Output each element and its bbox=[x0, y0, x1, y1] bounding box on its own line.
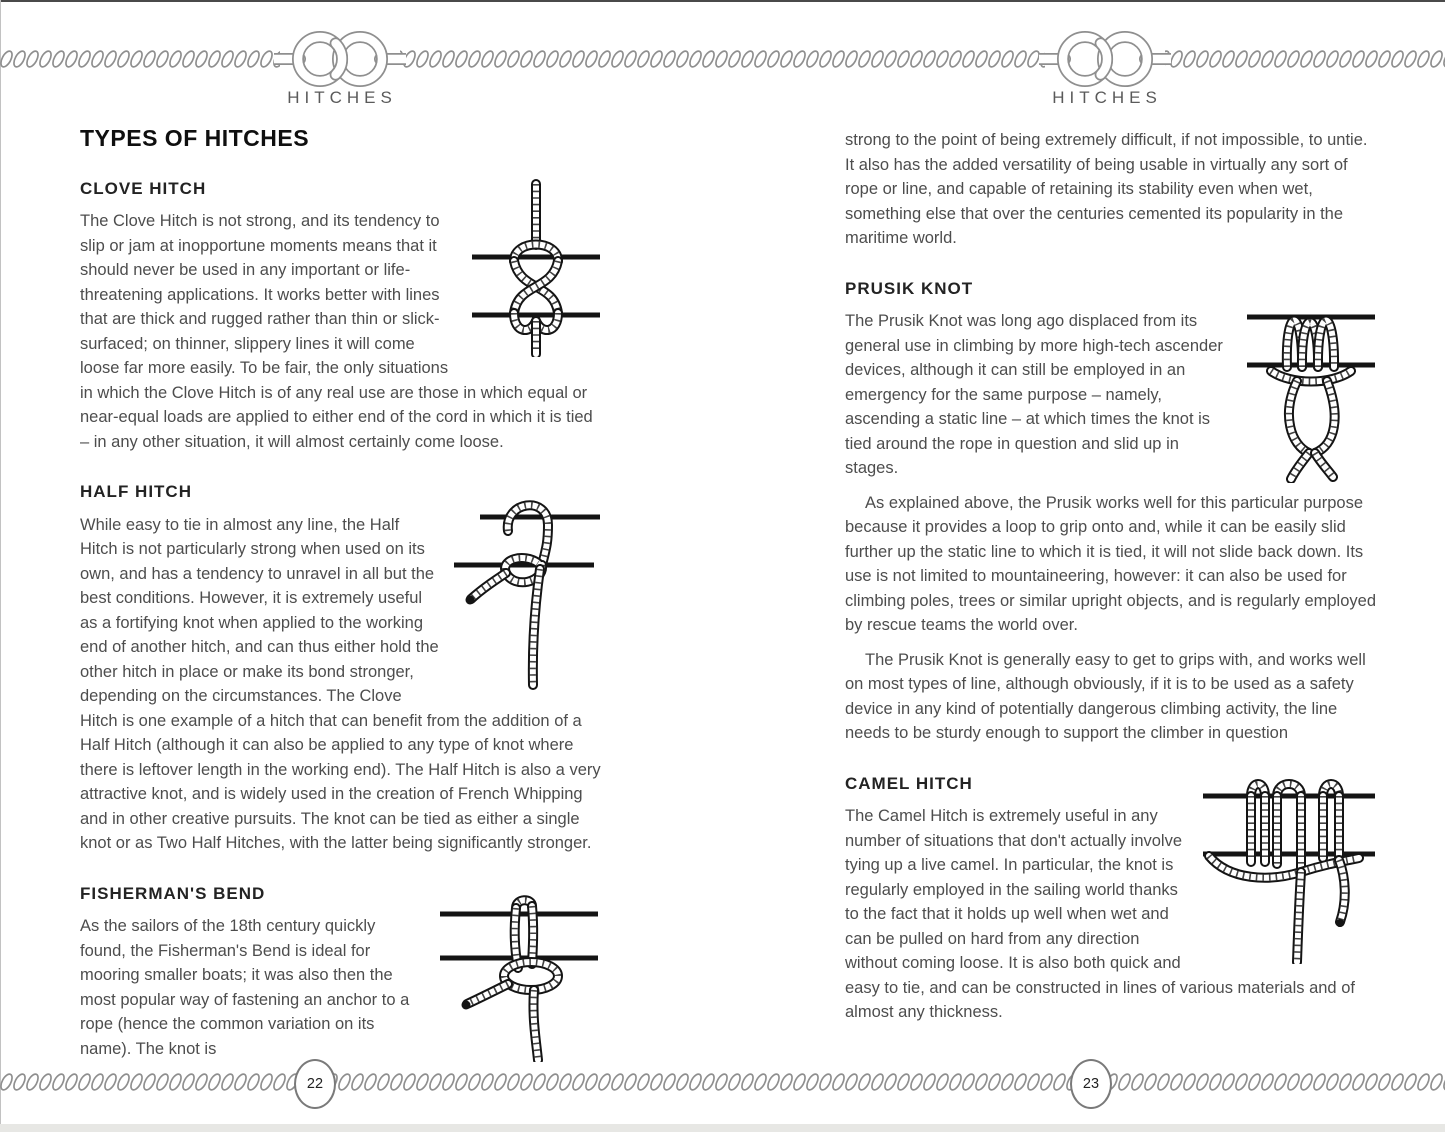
section-fishermans-bend bbox=[80, 882, 602, 1062]
figure-eight-knot-icon bbox=[1039, 19, 1171, 99]
left-page-column bbox=[80, 126, 602, 1087]
scan-bottom-strip bbox=[0, 1124, 1445, 1132]
continuation-paragraph: strong to the point of being extremely difficult, if not impossible, to untie. It also has the added versatility of being usable in virtually any sort of rope or line, and capable of retaining its stability even when wet, something else that over the centuries cemented its popularity in the maritime world. bbox=[845, 131, 1368, 247]
scan-left-edge bbox=[0, 0, 1, 1132]
prusik-paragraph-3: The Prusik Knot is generally easy to get to grips with, and works well on most types of line, although obviously, if it is to be used as a safety device in any kind of potentially dangerous climbing activity, the line needs to be sturdy enough to support the climber in question bbox=[845, 650, 1366, 742]
prusik-knot-illustration bbox=[1245, 293, 1377, 483]
running-head-left: HITCHES bbox=[287, 88, 397, 107]
section-camel-hitch bbox=[845, 772, 1377, 1025]
bottom-rope-border bbox=[0, 1072, 1445, 1092]
scan-top-edge bbox=[0, 0, 1445, 2]
section-heading-half-hitch: HALF HITCH bbox=[80, 482, 192, 501]
half-hitch-illustration bbox=[452, 487, 602, 692]
camel-hitch-illustration bbox=[1201, 774, 1377, 964]
rope-line-icon bbox=[0, 1072, 1445, 1092]
rope-line-icon bbox=[0, 49, 1445, 69]
section-clove-hitch bbox=[80, 177, 602, 455]
section-half-hitch bbox=[80, 480, 602, 856]
continuation-paragraph-wrap bbox=[845, 128, 1377, 251]
section-heading-fishermans-bend: FISHERMAN'S BEND bbox=[80, 883, 266, 903]
clove-hitch-illustration bbox=[470, 179, 602, 357]
running-head-right: HITCHES bbox=[1052, 88, 1162, 107]
page-title: TYPES OF HITCHES bbox=[80, 125, 310, 151]
section-body-camel-hitch: The Camel Hitch is extremely useful in any number of situations that don't actually involve tying up a live camel. In particular, the knot is regularly employed in the sailing world thanks to the fact that it holds up well when wet and can be pulled on hard from any direction without coming loose. It is also both quick and easy to tie, and can be constructed in lines of various materials and of almost any thickness. bbox=[845, 807, 1355, 1021]
page-number-badge-right: 23 bbox=[1070, 1059, 1112, 1109]
top-rope-border bbox=[0, 49, 1445, 69]
prusik-paragraph-1: The Prusik Knot was long ago displaced from its general use in climbing by more high-tech ascender devices, although it can still be employed in an emergency for the same purpose – namely, ascending a static line – at which times the knot is tied around the rope in question and slid up in stages. bbox=[845, 312, 1223, 477]
section-heading-prusik-knot: PRUSIK KNOT bbox=[845, 278, 974, 298]
fishermans-bend-illustration bbox=[434, 890, 602, 1062]
right-page-column bbox=[845, 128, 1377, 1051]
section-body-clove-hitch: The Clove Hitch is not strong, and its tendency to slip or jam at inopportune moments means that it should never be used in any important or life-threatening applications. It works better with lines that are thick and rugged rather than thin or slick-surfaced; on thinner, slippery lines it will come loose far more easily. To be fair, the only situations in which the Clove Hitch is of any real use are those in which equal or near-equal loads are applied to either end of the cord in which it is tied – in any other situation, it will almost certainly come loose. bbox=[80, 212, 593, 451]
section-prusik-knot bbox=[845, 277, 1377, 746]
prusik-paragraph-2: As explained above, the Prusik works well for this particular purpose because it provides a loop to grip onto and, while it can be easily slid further up the static line to which it is tied, it will not slide back down. Its use is not limited to mountaineering, however: it can also be used for climbing poles, trees or similar upright objects, and is regularly employed by rescue teams the world over. bbox=[845, 493, 1376, 634]
section-heading-clove-hitch: CLOVE HITCH bbox=[80, 178, 207, 198]
section-body-fishermans-bend: As the sailors of the 18th century quickly found, the Fisherman's Bend is ideal for mooring smaller boats; it was also then the most popular way of fastening an anchor to a rope (hence the common variation on its name). The knot is bbox=[80, 917, 410, 1058]
section-body-half-hitch: While easy to tie in almost any line, the Half Hitch is not particularly strong when used on its own, and has a tendency to unravel in all but the best conditions. However, it is extremely useful as a fortifying knot when applied to the working end of another hitch, and can thus either hold the other hitch in place or make its bond stronger, depending on the circumstances. The Clove Hitch is one example of a hitch that can benefit from the addition of a Half Hitch (although it can also be applied to any type of knot where there is leftover length in the working end). The Half Hitch is also a very attractive knot, and is widely used in the creation of French Whipping and in other creative pursuits. The knot can be tied as either a single knot or as Two Half Hitches, with the latter being significantly stronger. bbox=[80, 515, 601, 852]
section-heading-camel-hitch: CAMEL HITCH bbox=[845, 773, 973, 793]
figure-eight-knot-icon bbox=[274, 19, 406, 99]
page-number-badge-left: 22 bbox=[294, 1059, 336, 1109]
